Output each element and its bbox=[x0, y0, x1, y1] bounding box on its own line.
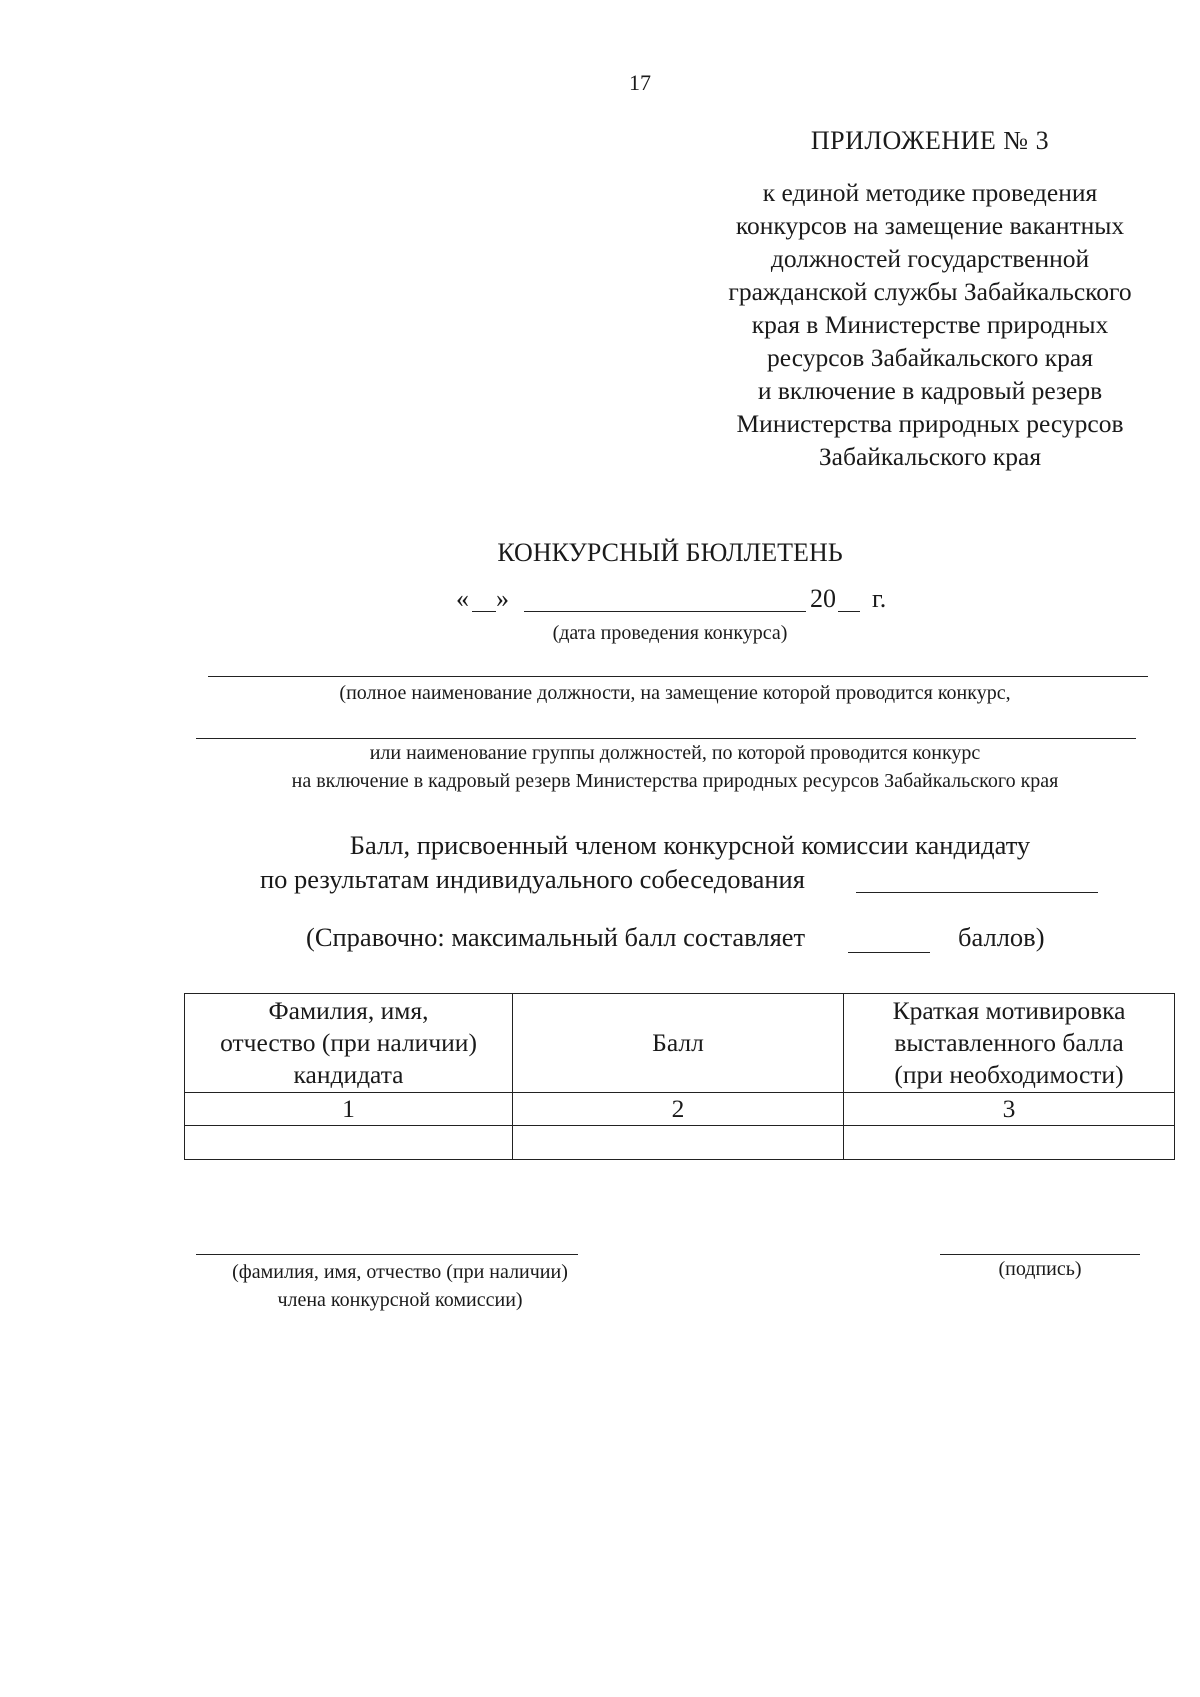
score-line-2: по результатам индивидуального собеседования bbox=[260, 864, 805, 894]
date-line bbox=[400, 584, 940, 618]
reference-suffix: баллов) bbox=[958, 922, 1045, 952]
appendix-line: Забайкальского края bbox=[818, 442, 1042, 471]
score-blank bbox=[856, 892, 1098, 893]
date-quote-close: » bbox=[496, 584, 509, 613]
appendix-line: и включение в кадровый резерв bbox=[757, 376, 1103, 405]
appendix-line: края в Министерстве природных bbox=[751, 310, 1109, 339]
ballot-table bbox=[184, 993, 1175, 1160]
date-caption: (дата проведения конкурса) bbox=[552, 622, 788, 644]
max-score-blank bbox=[848, 952, 930, 953]
year-blank bbox=[838, 611, 860, 612]
signature-line bbox=[940, 1254, 1140, 1255]
position-caption-2: или наименование группы должностей, по которой проводится конкурс bbox=[369, 742, 981, 764]
appendix-title: ПРИЛОЖЕНИЕ № 3 bbox=[810, 126, 1050, 155]
year-suffix: г. bbox=[872, 584, 887, 613]
score-statement bbox=[200, 828, 1150, 896]
column-number: 2 bbox=[513, 1093, 844, 1126]
column-number: 3 bbox=[844, 1093, 1175, 1126]
score-line-1: Балл, присвоенный членом конкурсной комиссии кандидату bbox=[349, 830, 1031, 860]
position-line-2 bbox=[196, 738, 1136, 739]
month-blank bbox=[524, 611, 806, 612]
column-number: 1 bbox=[185, 1093, 513, 1126]
appendix-line: должностей государственной bbox=[770, 244, 1090, 273]
year-prefix: 20 bbox=[810, 584, 836, 613]
motivation-cell[interactable] bbox=[844, 1126, 1175, 1160]
appendix-line: ресурсов Забайкальского края bbox=[767, 343, 1093, 372]
page-number: 17 bbox=[629, 70, 651, 95]
member-name-line bbox=[196, 1254, 578, 1255]
candidate-name-cell[interactable] bbox=[185, 1126, 513, 1160]
signature-caption: (подпись) bbox=[998, 1258, 1082, 1280]
reference-note bbox=[230, 922, 1100, 958]
table-number-row bbox=[185, 1093, 1175, 1126]
header-motivation: Краткая мотивировка выставленного балла (при необходимости) bbox=[844, 994, 1175, 1093]
position-caption-1: (полное наименование должности, на замещение которой проводится конкурс, bbox=[339, 682, 1011, 704]
table-header-row bbox=[185, 994, 1175, 1093]
score-cell[interactable] bbox=[513, 1126, 844, 1160]
position-caption-3: на включение в кадровый резерв Министерства природных ресурсов Забайкальского края bbox=[291, 770, 1059, 792]
day-blank bbox=[472, 611, 496, 612]
appendix-description bbox=[680, 176, 1180, 473]
table-row bbox=[185, 1126, 1175, 1160]
ballot-title: КОНКУРСНЫЙ БЮЛЛЕТЕНЬ bbox=[497, 538, 843, 567]
appendix-line: к единой методике проведения bbox=[762, 178, 1098, 207]
appendix-line: Министерства природных ресурсов bbox=[736, 409, 1124, 438]
header-score: Балл bbox=[513, 994, 844, 1093]
appendix-line: конкурсов на замещение вакантных bbox=[735, 211, 1125, 240]
reference-prefix: (Справочно: максимальный балл составляет bbox=[306, 922, 806, 952]
header-candidate-name: Фамилия, имя, отчество (при наличии) кандидата bbox=[185, 994, 513, 1093]
member-name-caption: (фамилия, имя, отчество (при наличии) члена конкурсной комиссии) bbox=[232, 1261, 568, 1311]
date-quote-open: « bbox=[456, 584, 469, 613]
appendix-line: гражданской службы Забайкальского bbox=[728, 277, 1132, 306]
position-line-1 bbox=[208, 676, 1148, 677]
